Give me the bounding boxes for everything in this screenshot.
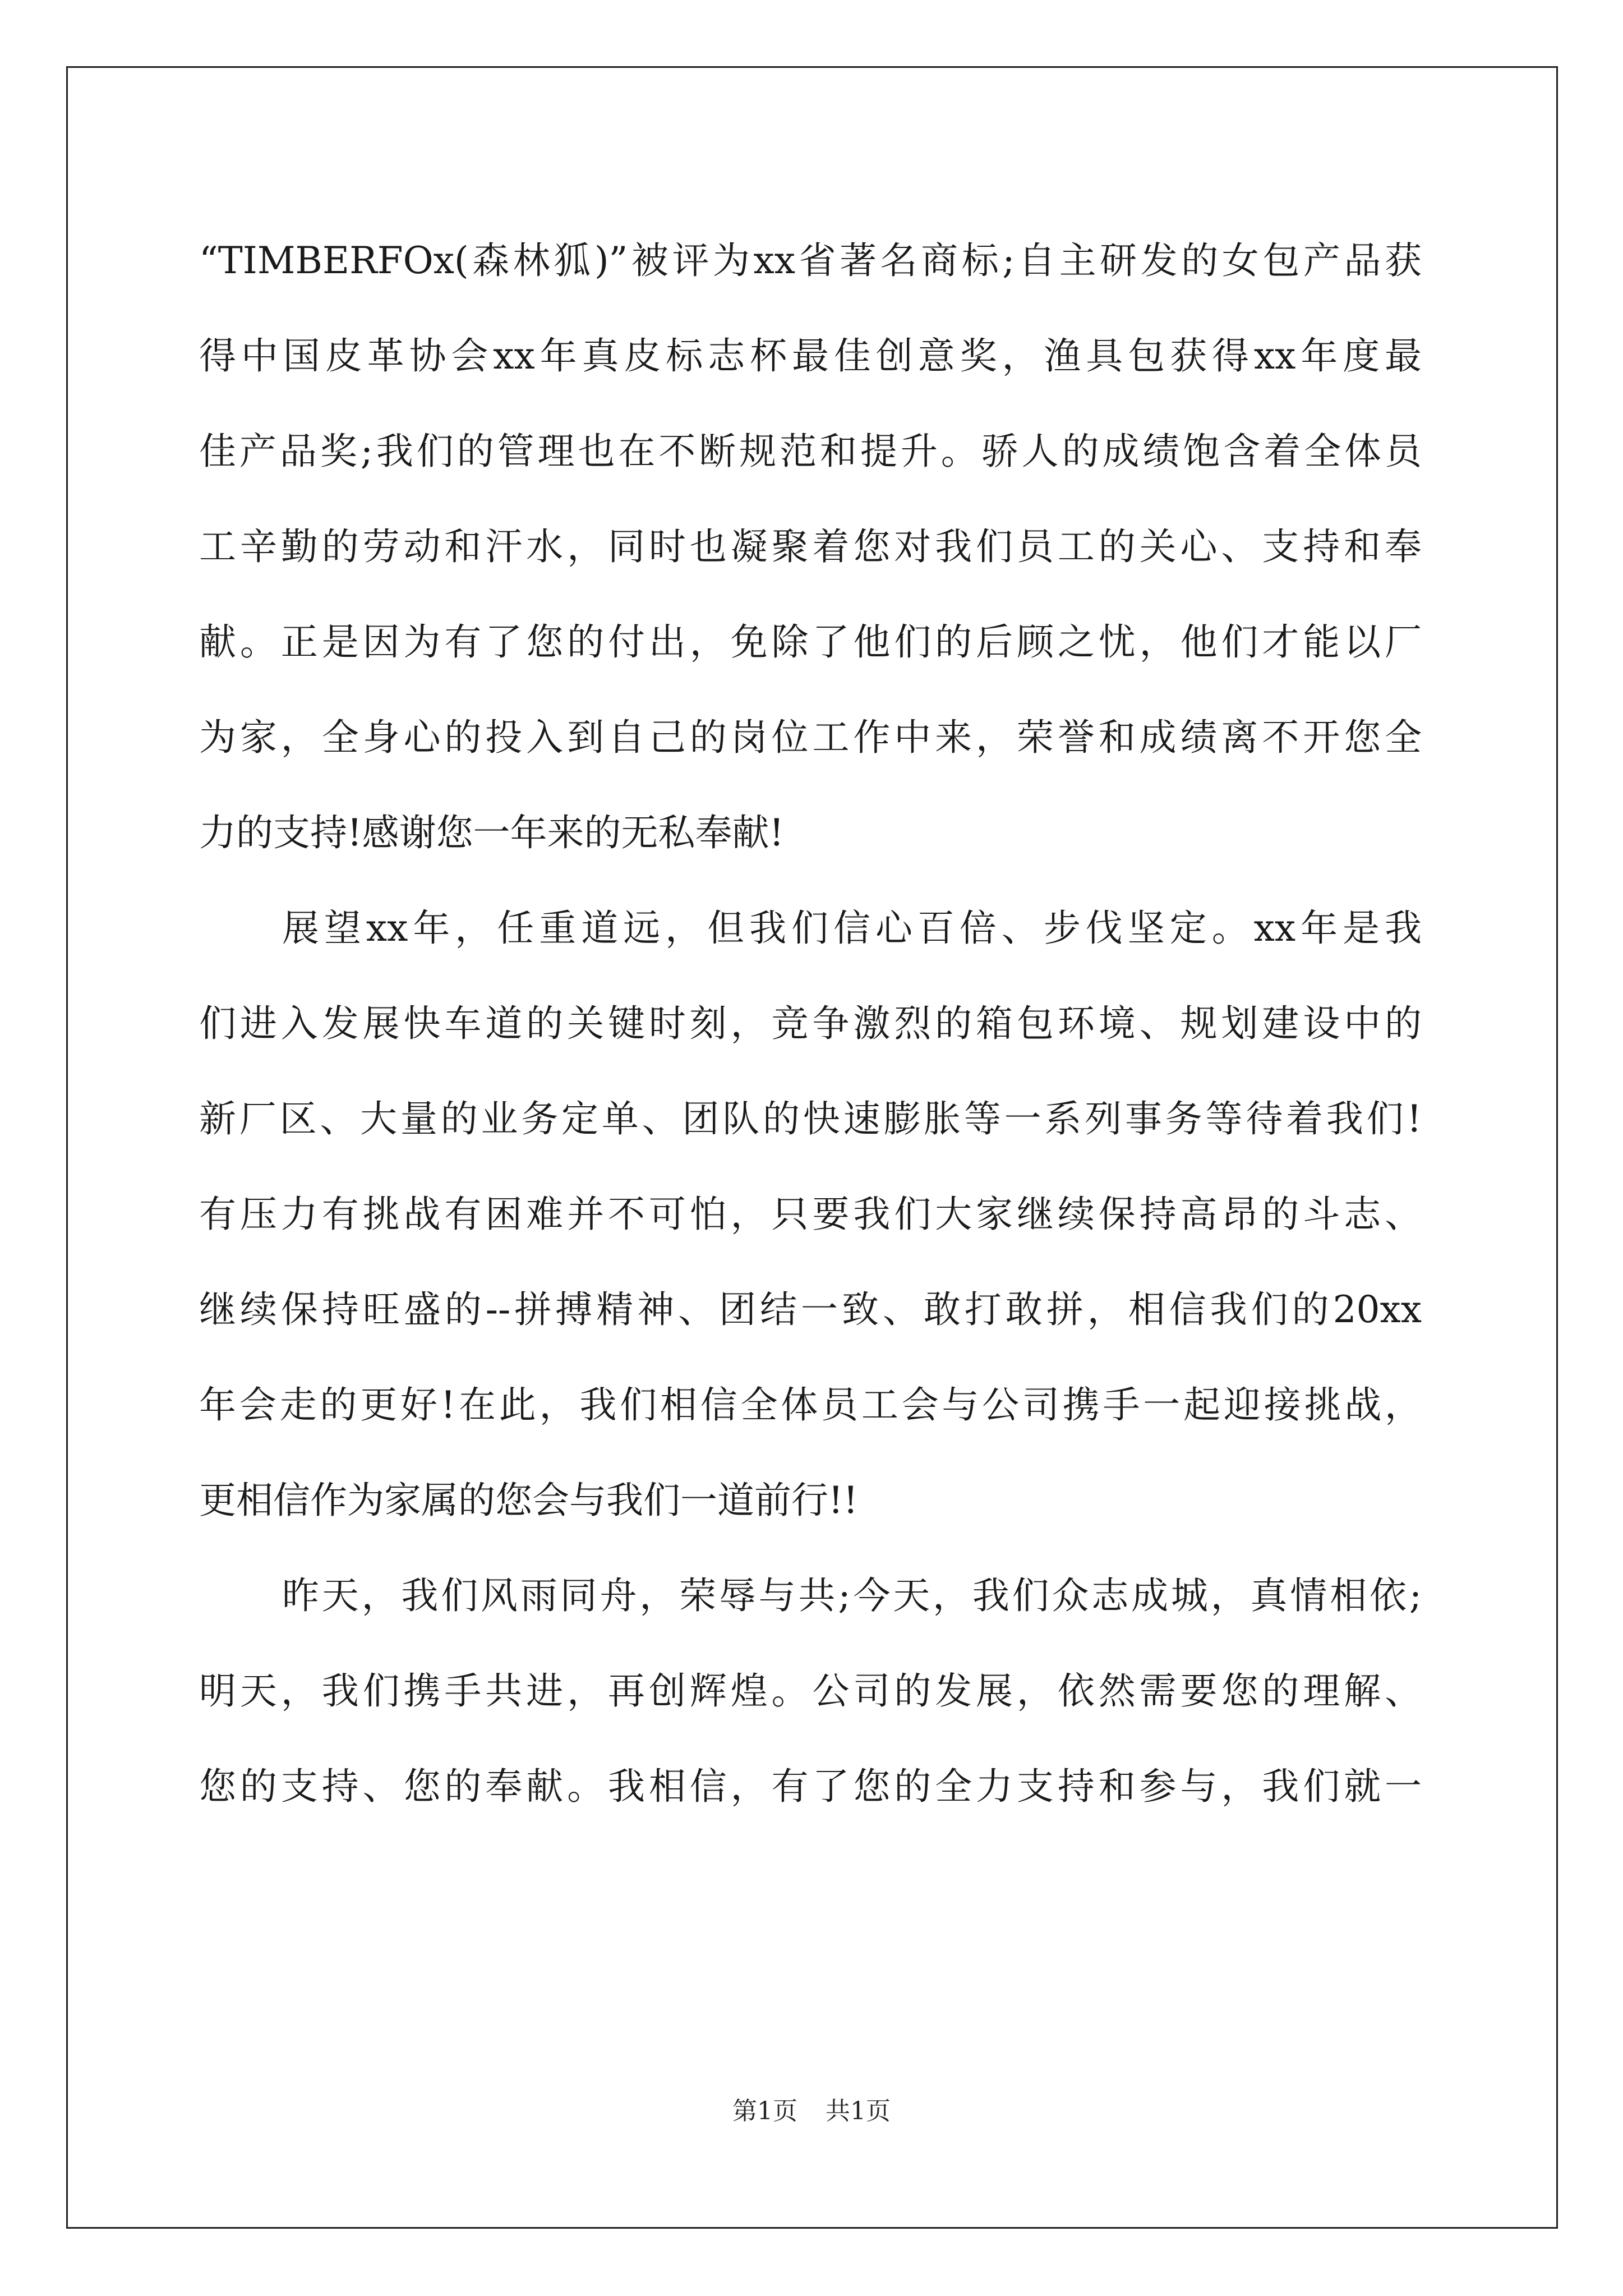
text-line: 工辛勤的劳动和汗水，同时也凝聚着您对我们员工的关心、支持和奉 bbox=[199, 525, 1422, 568]
text-line: 力的支持!感谢您一年来的无私奉献! bbox=[199, 811, 785, 854]
page-number-current: 第1页 bbox=[732, 2097, 797, 2125]
text-line: 您的支持、您的奉献。我相信，有了您的全力支持和参与，我们就一 bbox=[199, 1765, 1422, 1808]
text-line: 展望xx年，任重道远，但我们信心百倍、步伐坚定。xx年是我 bbox=[282, 907, 1422, 950]
text-line: 为家，全身心的投入到自己的岗位工作中来，荣誉和成绩离不开您全 bbox=[199, 716, 1422, 759]
text-line: 继续保持旺盛的--拼搏精神、团结一致、敢打敢拼，相信我们的20xx bbox=[199, 1288, 1422, 1331]
text-line: 年会走的更好!在此，我们相信全体员工会与公司携手一起迎接挑战， bbox=[199, 1383, 1422, 1427]
text-line: “TIMBERFOx(森林狐)”被评为xx省著名商标;自主研发的女包产品获 bbox=[199, 239, 1422, 282]
text-line: 有压力有挑战有困难并不可怕，只要我们大家继续保持高昂的斗志、 bbox=[199, 1193, 1422, 1236]
text-line: 昨天，我们风雨同舟，荣辱与共;今天，我们众志成城，真情相依; bbox=[282, 1574, 1422, 1617]
page-footer bbox=[0, 2095, 1623, 2128]
page-number-total: 共1页 bbox=[826, 2097, 891, 2125]
text-line: 们进入发展快车道的关键时刻，竞争激烈的箱包环境、规划建设中的 bbox=[199, 1002, 1422, 1045]
text-line: 更相信作为家属的您会与我们一道前行!! bbox=[199, 1479, 859, 1522]
text-line: 献。正是因为有了您的付出，免除了他们的后顾之忧，他们才能以厂 bbox=[199, 620, 1422, 664]
text-line: 明天，我们携手共进，再创辉煌。公司的发展，依然需要您的理解、 bbox=[199, 1669, 1422, 1713]
text-line: 新厂区、大量的业务定单、团队的快速膨胀等一系列事务等待着我们! bbox=[199, 1097, 1422, 1140]
text-line: 得中国皮革协会xx年真皮标志杯最佳创意奖，渔具包获得xx年度最 bbox=[199, 334, 1422, 378]
text-line: 佳产品奖;我们的管理也在不断规范和提升。骄人的成绩饱含着全体员 bbox=[199, 430, 1422, 473]
document-body bbox=[199, 213, 1422, 1834]
